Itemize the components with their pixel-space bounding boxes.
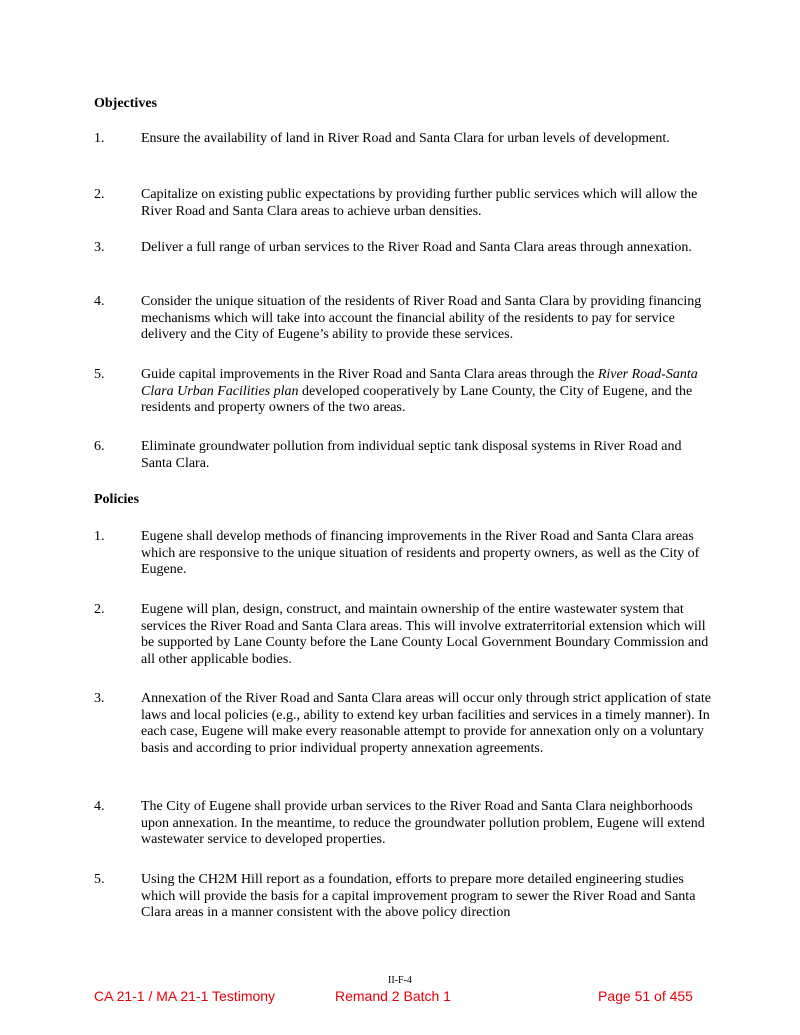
item-number: 2. (94, 187, 105, 202)
plan-title: River Road-Santa Clara Urban Facilities plan (141, 367, 698, 399)
item-text: Eugene will plan, design, construct, and maintain ownership of the entire wastewater system that services the River Road and Santa Clara areas. This will involve extraterritorial extension which will be supported by Lane County before the Lane County Local Government Boundary Commission and all other applicable bodies. (141, 602, 709, 667)
item-text: Guide capital improvements in the River Road and Santa Clara areas through the River Road-Santa Clara Urban Facilities plan developed cooperatively by Lane County, the City of Eugene, and the residents and property owners of the two areas. (141, 367, 698, 415)
policy-item (94, 602, 714, 668)
page-number: II-F-4 (388, 975, 412, 986)
item-number: 3. (94, 691, 105, 706)
item-number: 5. (94, 367, 105, 382)
item-text: The City of Eugene shall provide urban services to the River Road and Santa Clara neighborhoods upon annexation. In the meantime, to reduce the groundwater pollution problem, Eugene will extend wastewater service to developed properties. (141, 799, 705, 847)
item-number: 6. (94, 439, 105, 454)
item-text: Using the CH2M Hill report as a foundation, efforts to prepare more detailed engineering studies which will provide the basis for a capital improvement program to sewer the River Road and Santa Clara areas in a manner consistent with the above policy direction (141, 872, 696, 920)
item-text: Ensure the availability of land in River Road and Santa Clara for urban levels of development. (141, 131, 670, 146)
item-text: Consider the unique situation of the residents of River Road and Santa Clara by providing financing mechanisms which will take into account the financial ability of the residents to pay for service delivery and the City of Eugene’s ability to provide these services. (141, 294, 702, 342)
footer-page-count: Page 51 of 455 (598, 988, 693, 1004)
item-number: 4. (94, 294, 105, 309)
policy-item (94, 872, 714, 922)
policy-item (94, 691, 714, 757)
objective-item (94, 294, 714, 344)
item-number: 2. (94, 602, 105, 617)
objective-item (94, 439, 714, 472)
objective-item (94, 367, 714, 417)
item-text: Deliver a full range of urban services to the River Road and Santa Clara areas through annexation. (141, 240, 692, 255)
footer-batch-label: Remand 2 Batch 1 (335, 988, 451, 1004)
objective-item (94, 131, 714, 148)
item-number: 4. (94, 799, 105, 814)
item-text: Annexation of the River Road and Santa Clara areas will occur only through strict application of state laws and local policies (e.g., ability to extend key urban facilities and services in a timely manner). In each case, Eugene will make every reasonable attempt to provide for annexation only on a voluntary basis and according to prior individual property annexation agreements. (141, 691, 711, 756)
item-text: Eugene shall develop methods of financing improvements in the River Road and Santa Clara areas which are responsive to the unique situation of residents and property owners, as well as the City of Eugene. (141, 529, 700, 577)
policy-item (94, 529, 714, 579)
item-text: Eliminate groundwater pollution from individual septic tank disposal systems in River Road and Santa Clara. (141, 439, 682, 471)
item-number: 1. (94, 131, 105, 146)
item-text: Capitalize on existing public expectations by providing further public services which will allow the River Road and Santa Clara areas to achieve urban densities. (141, 187, 698, 219)
objective-item (94, 187, 714, 220)
policy-item (94, 799, 714, 849)
objective-item (94, 240, 714, 257)
item-number: 1. (94, 529, 105, 544)
item-number: 3. (94, 240, 105, 255)
policies-heading: Policies (94, 492, 140, 507)
item-number: 5. (94, 872, 105, 887)
footer-testimony-label: CA 21-1 / MA 21-1 Testimony (94, 988, 276, 1004)
objectives-heading: Objectives (94, 96, 157, 111)
